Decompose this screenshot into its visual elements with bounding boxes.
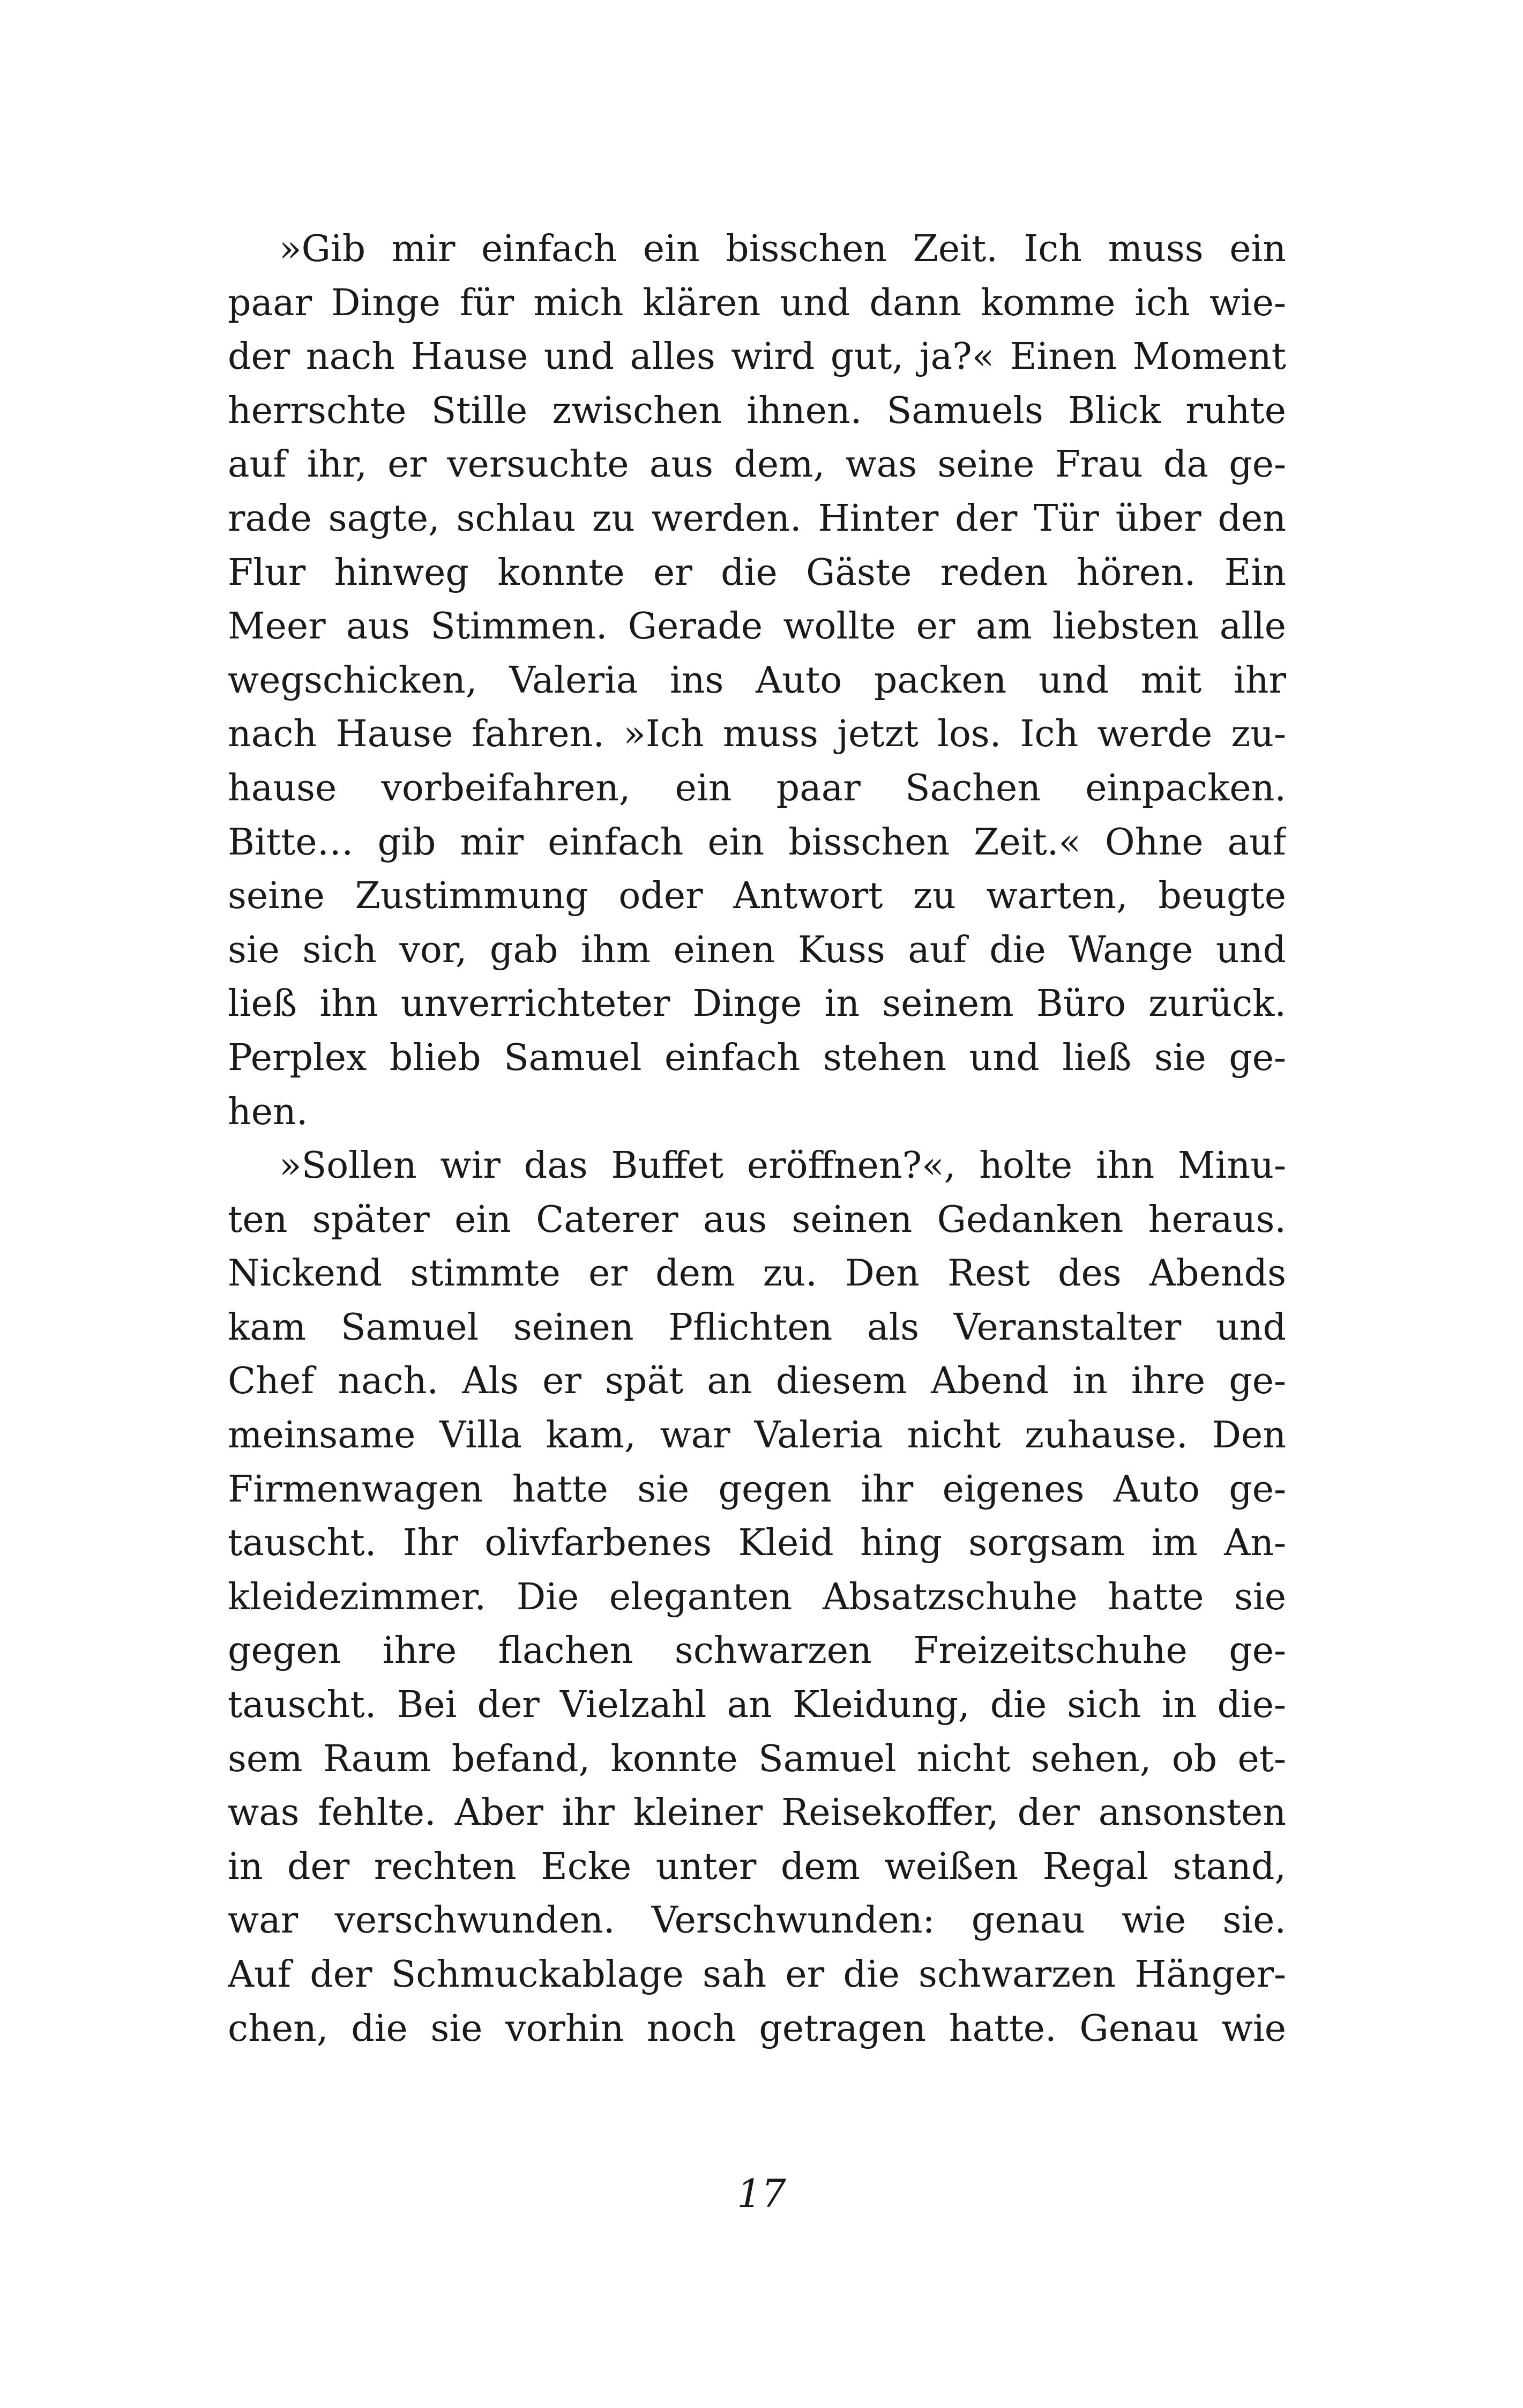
body-text (228, 222, 1286, 2056)
text-line: auf ihr, er versuchte aus dem, was seine Frau da ge- (228, 443, 1286, 486)
text-line: sem Raum befand, konnte Samuel nicht sehen, ob et- (228, 1737, 1286, 1780)
text-line: chen, die sie vorhin noch getragen hatte. Genau wie (228, 2007, 1286, 2050)
text-line: nach Hause fahren. »Ich muss jetzt los. Ich werde zu- (228, 713, 1286, 756)
text-line: meinsame Villa kam, war Valeria nicht zuhause. Den (228, 1414, 1286, 1457)
text-line: sie sich vor, gab ihm einen Kuss auf die Wange und (228, 928, 1286, 971)
text-line: Firmenwagen hatte sie gegen ihr eigenes Auto ge- (228, 1468, 1286, 1511)
text-line: hen. (228, 1090, 308, 1133)
text-line: »Gib mir einfach ein bisschen Zeit. Ich muss ein (279, 228, 1286, 270)
text-line: Auf der Schmuckablage sah er die schwarzen Hänger- (228, 1953, 1286, 1996)
text-line: Meer aus Stimmen. Gerade wollte er am liebsten alle (228, 605, 1286, 648)
text-line: tauscht. Ihr olivfarbenes Kleid hing sorgsam im An- (228, 1522, 1286, 1565)
text-line: Flur hinweg konnte er die Gäste reden hören. Ein (228, 551, 1286, 594)
text-line: ten später ein Caterer aus seinen Gedanken heraus. (228, 1198, 1286, 1241)
text-line: paar Dinge für mich klären und dann komme ich wie- (228, 281, 1286, 324)
text-line: wegschicken, Valeria ins Auto packen und mit ihr (228, 659, 1286, 702)
page-number: 17 (737, 2171, 786, 2216)
text-line: Nickend stimmte er dem zu. Den Rest des Abends (228, 1252, 1286, 1295)
text-line: rade sagte, schlau zu werden. Hinter der Tür über den (228, 497, 1286, 540)
text-line: herrschte Stille zwischen ihnen. Samuels Blick ruhte (228, 389, 1286, 432)
text-line: Perplex blieb Samuel einfach stehen und ließ sie ge- (228, 1036, 1286, 1079)
text-line: der nach Hause und alles wird gut, ja?« Einen Moment (228, 336, 1286, 378)
text-line: was fehlte. Aber ihr kleiner Reisekoffer, der ansonsten (228, 1792, 1286, 1834)
text-line: Bitte… gib mir einfach ein bisschen Zeit.« Ohne auf (228, 821, 1286, 864)
text-line: seine Zustimmung oder Antwort zu warten, beugte (228, 875, 1286, 918)
text-line: kleidezimmer. Die eleganten Absatzschuhe hatte sie (228, 1575, 1286, 1618)
text-line: Chef nach. Als er spät an diesem Abend in ihre ge- (228, 1360, 1286, 1403)
text-line: »Sollen wir das Buffet eröffnen?«, holte ihn Minu- (279, 1144, 1286, 1187)
text-line: tauscht. Bei der Vielzahl an Kleidung, die sich in die- (228, 1684, 1286, 1727)
text-line: hause vorbeifahren, ein paar Sachen einpacken. (228, 767, 1286, 809)
text-line: war verschwunden. Verschwunden: genau wie sie. (228, 1899, 1286, 1942)
text-line: in der rechten Ecke unter dem weißen Regal stand, (228, 1845, 1286, 1888)
text-line: gegen ihre flachen schwarzen Freizeitschuhe ge- (228, 1630, 1286, 1673)
text-line: kam Samuel seinen Pflichten als Veranstalter und (228, 1306, 1286, 1349)
text-line: ließ ihn unverrichteter Dinge in seinem Büro zurück. (228, 983, 1286, 1025)
